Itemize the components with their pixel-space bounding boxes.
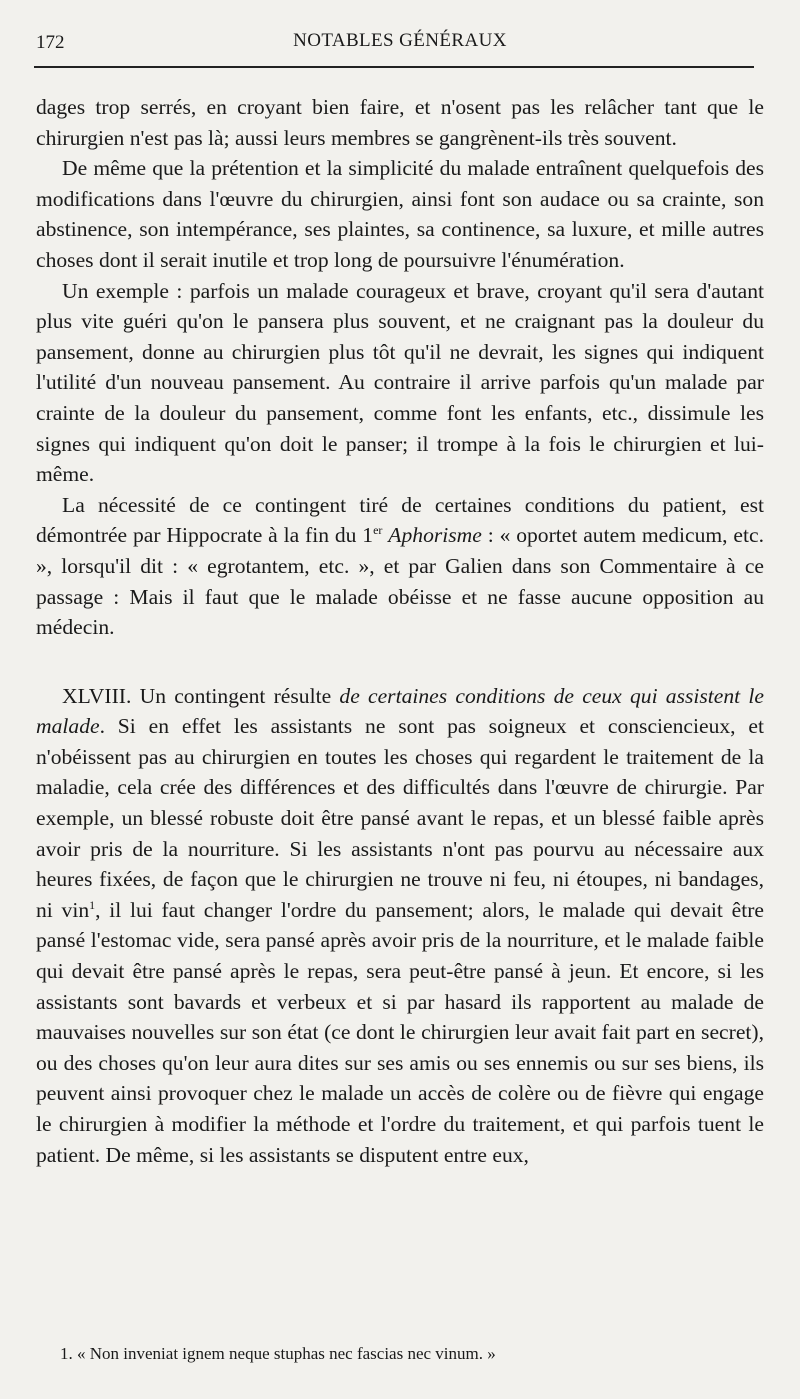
text-run: XLVIII. Un contingent résulte [62,683,340,708]
paragraph-continuation: dages trop serrés, en croyant bien faire, et n'osent pas les relâcher tant que le chirurgien n'est pas là; aussi leurs membres se gangrènent-ils très souvent. [36,95,764,150]
section-paragraph [36,681,764,1171]
footnote: 1. « Non inveniat ignem neque stuphas nec fascias nec vinum. » [60,1344,496,1363]
text-run: La nécessité de ce contingent tiré de certaines conditions du patient, est démontrée par Hippocrate à la fin du 1 [36,492,764,548]
italic-text: Aphorisme [388,523,482,548]
text-run: , il lui faut changer l'ordre du pansement; alors, le malade qui devait être pansé l'estomac vide, sera pansé après avoir pris de la nourriture, et le malade faible qui devait être pansé après le repas, sera peut-être pansé à jeun. Et encore, si les assistants sont bavards et verbeux et si par hasard ils rapportent au malade de mauvaises nouvelles sur son état (ce dont le chirurgien leur avait fait part en secret), ou des choses qu'on leur aura dites sur ses amis ou ses ennemis ou sur ses biens, ils peuvent ainsi provoquer chez le malade un accès de colère ou de fièvre qui engage le chirurgien à modifier la méthode et l'ordre du traitement, et qui parfois tuent le patient. De même, si les assistants se disputent entre eux, [36,897,764,1167]
body-text [36,92,764,1170]
superscript: er [373,523,383,538]
page-number: 172 [36,32,65,53]
paragraph: Un exemple : parfois un malade courageux et brave, croyant qu'il sera d'autant plus vite guéri qu'on le pansera plus souvent, et ne craignant pas la douleur du pansement, donne au chirurgien plus tôt qu'il ne devrait, les signes qui indiquent l'utilité d'un nouveau pansement. Au contraire il arrive parfois qu'un malade par crainte de la douleur du pansement, comme font les enfants, etc., dissimule les signes qui indiquent qu'on doit le panser; il trompe à la fois le chirurgien et lui-même. [36,278,764,487]
header-rule [34,66,754,68]
running-title: NOTABLES GÉNÉRAUX [293,30,507,51]
italic-text: de certaines conditions de ceux qui assistent le malade [36,683,764,739]
paragraph [36,490,764,643]
footnote-marker: 1 [89,897,96,912]
page-header [36,26,764,60]
paragraph: De même que la prétention et la simplicité du malade entraînent quelquefois des modifications dans l'œuvre du chirurgien, ainsi font son audace ou sa crainte, son abstinence, son intempérance, ses plaintes, sa continence, sa luxure, et mille autres choses dont il serait inutile et trop long de poursuivre l'énumération. [36,156,764,272]
text-run: . Si en effet les assistants ne sont pas soigneux et consciencieux, et n'obéissent pas au chirurgien en toutes les choses qui regardent le traitement de la maladie, cela crée des différences et des difficultés dans l'œuvre de chirurgie. Par exemple, un blessé robuste doit être pansé avant le repas, et un blessé faible après avoir pris de la nourriture. Si les assistants n'ont pas pourvu au nécessaire aux heures fixées, de façon que le chirurgien ne trouve ni feu, ni étoupes, ni bandages, ni vin [36,714,764,922]
text-run: : « oportet autem medicum, etc. », lorsqu'il dit : « egrotantem, etc. », et par Galien dans son Commentaire à ce passage : Mais il faut que le malade obéisse et ne fasse aucune opposition au médecin. [36,523,764,640]
